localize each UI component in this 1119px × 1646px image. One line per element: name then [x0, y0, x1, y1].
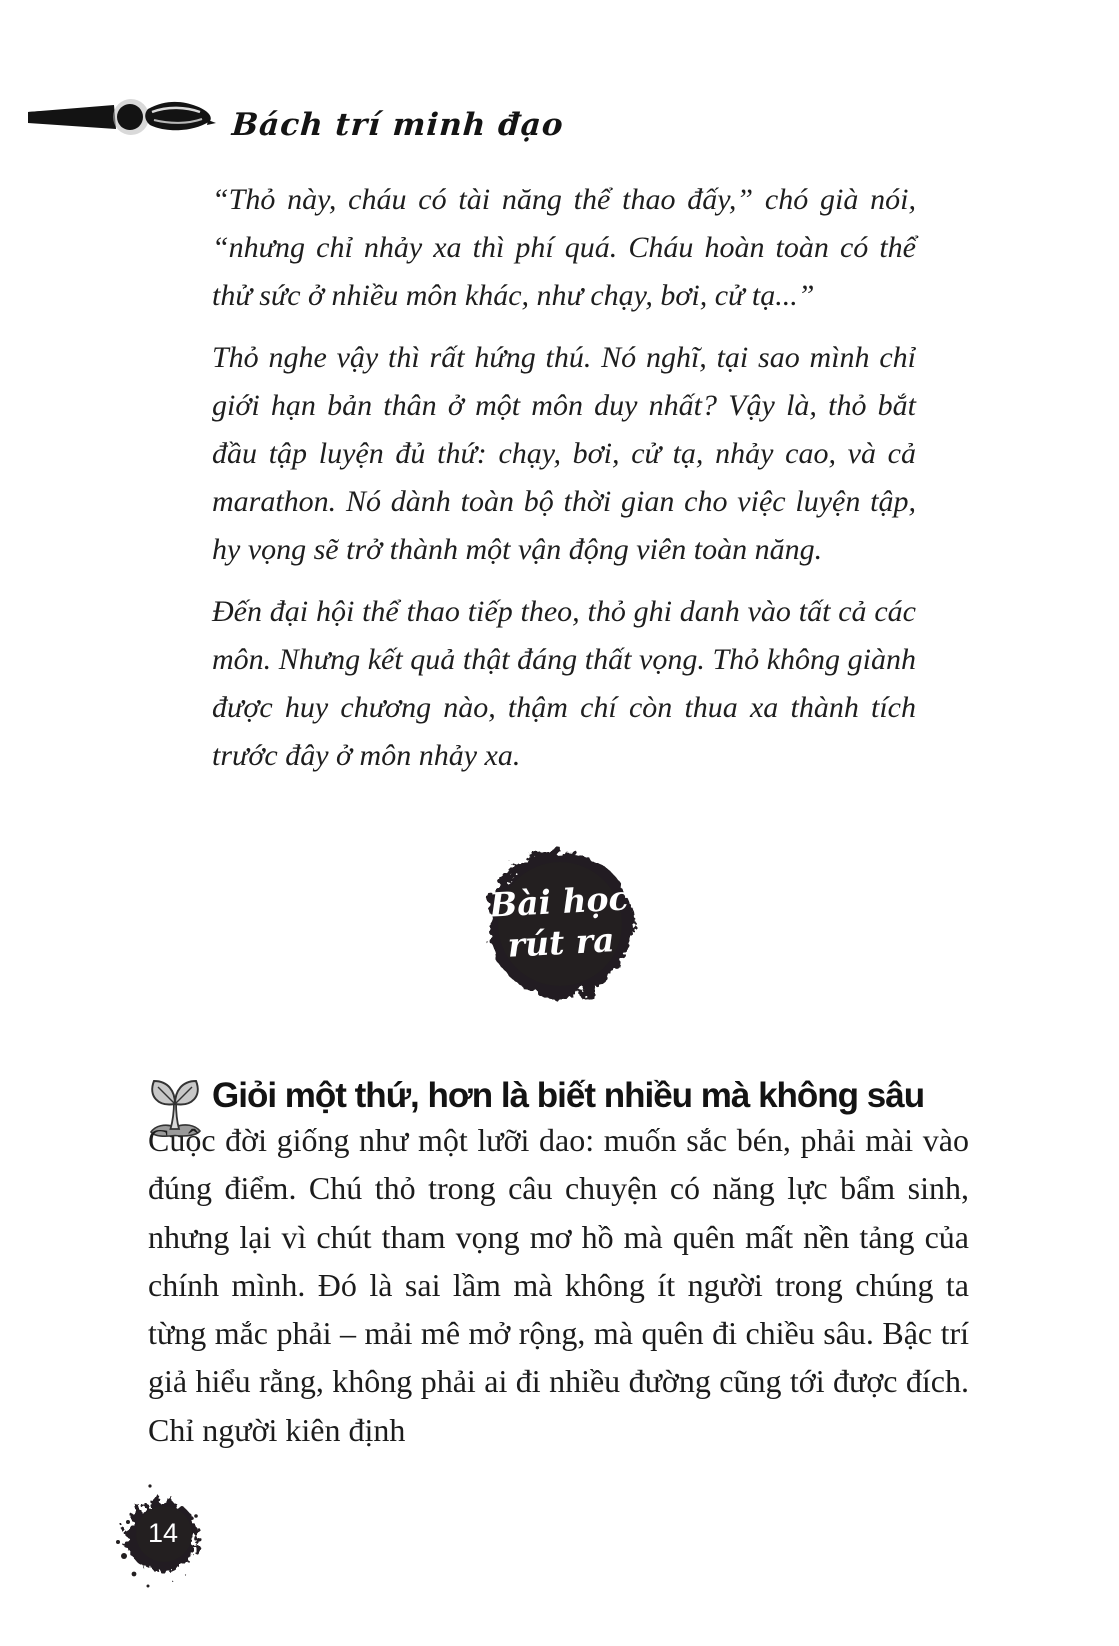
brush-icon: [28, 96, 216, 153]
lesson-badge: [474, 836, 646, 1010]
page-number: 14: [147, 1518, 179, 1548]
section-body: Cuộc đời giống như một lưỡi dao: muốn sắc bén, phải mài vào đúng điểm. Chú thỏ trong câu chuyện có năng lực bẩm sinh, nhưng lại vì chút tham vọng mơ hồ mà quên mất nền tảng của chính mình. Đó là sai lầm mà không ít người trong chúng ta từng mắc phải – mải mê mở rộng, mà quên đi chiều sâu. Bậc trí giả hiểu rằng, không phải ai đi nhiều đường cũng tới được đích. Chỉ người kiên định: [148, 1122, 969, 1448]
badge-line-1: Bài học: [488, 878, 630, 925]
lesson-badge-text: [470, 832, 651, 1015]
quote-paragraph-2: Thỏ nghe vậy thì rất hứng thú. Nó nghĩ, tại sao mình chỉ giới hạn bản thân ở một môn duy nhất? Vậy là, thỏ bắt đầu tập luyện đủ thứ: chạy, bơi, cử tạ, nhảy cao, và cả marathon. Nó dành toàn bộ thời gian cho việc luyện tập, hy vọng sẽ trở thành một vận động viên toàn năng.: [212, 341, 916, 566]
quote-paragraph-1: “Thỏ này, cháu có tài năng thể thao đấy,” chó già nói, “nhưng chỉ nhảy xa thì phí quá. Cháu hoàn toàn có thể thử sức ở nhiều môn khác, như chạy, bơi, cử tạ...”: [212, 183, 916, 312]
section-heading: Giỏi một thứ, hơn là biết nhiều mà không sâu: [212, 1076, 925, 1115]
page-header: [28, 96, 564, 153]
page-number-splat: [104, 1478, 224, 1608]
book-title-script: Bách trí minh đạo: [230, 106, 565, 143]
quote-paragraph-3: Đến đại hội thể thao tiếp theo, thỏ ghi danh vào tất cả các môn. Nhưng kết quả thật đáng thất vọng. Thỏ không giành được huy chương nào, thậm chí còn thua xa thành tích trước đây ở môn nhảy xa.: [212, 595, 916, 772]
story-quote-block: [212, 176, 916, 780]
badge-line-2: rút ra: [506, 920, 616, 965]
